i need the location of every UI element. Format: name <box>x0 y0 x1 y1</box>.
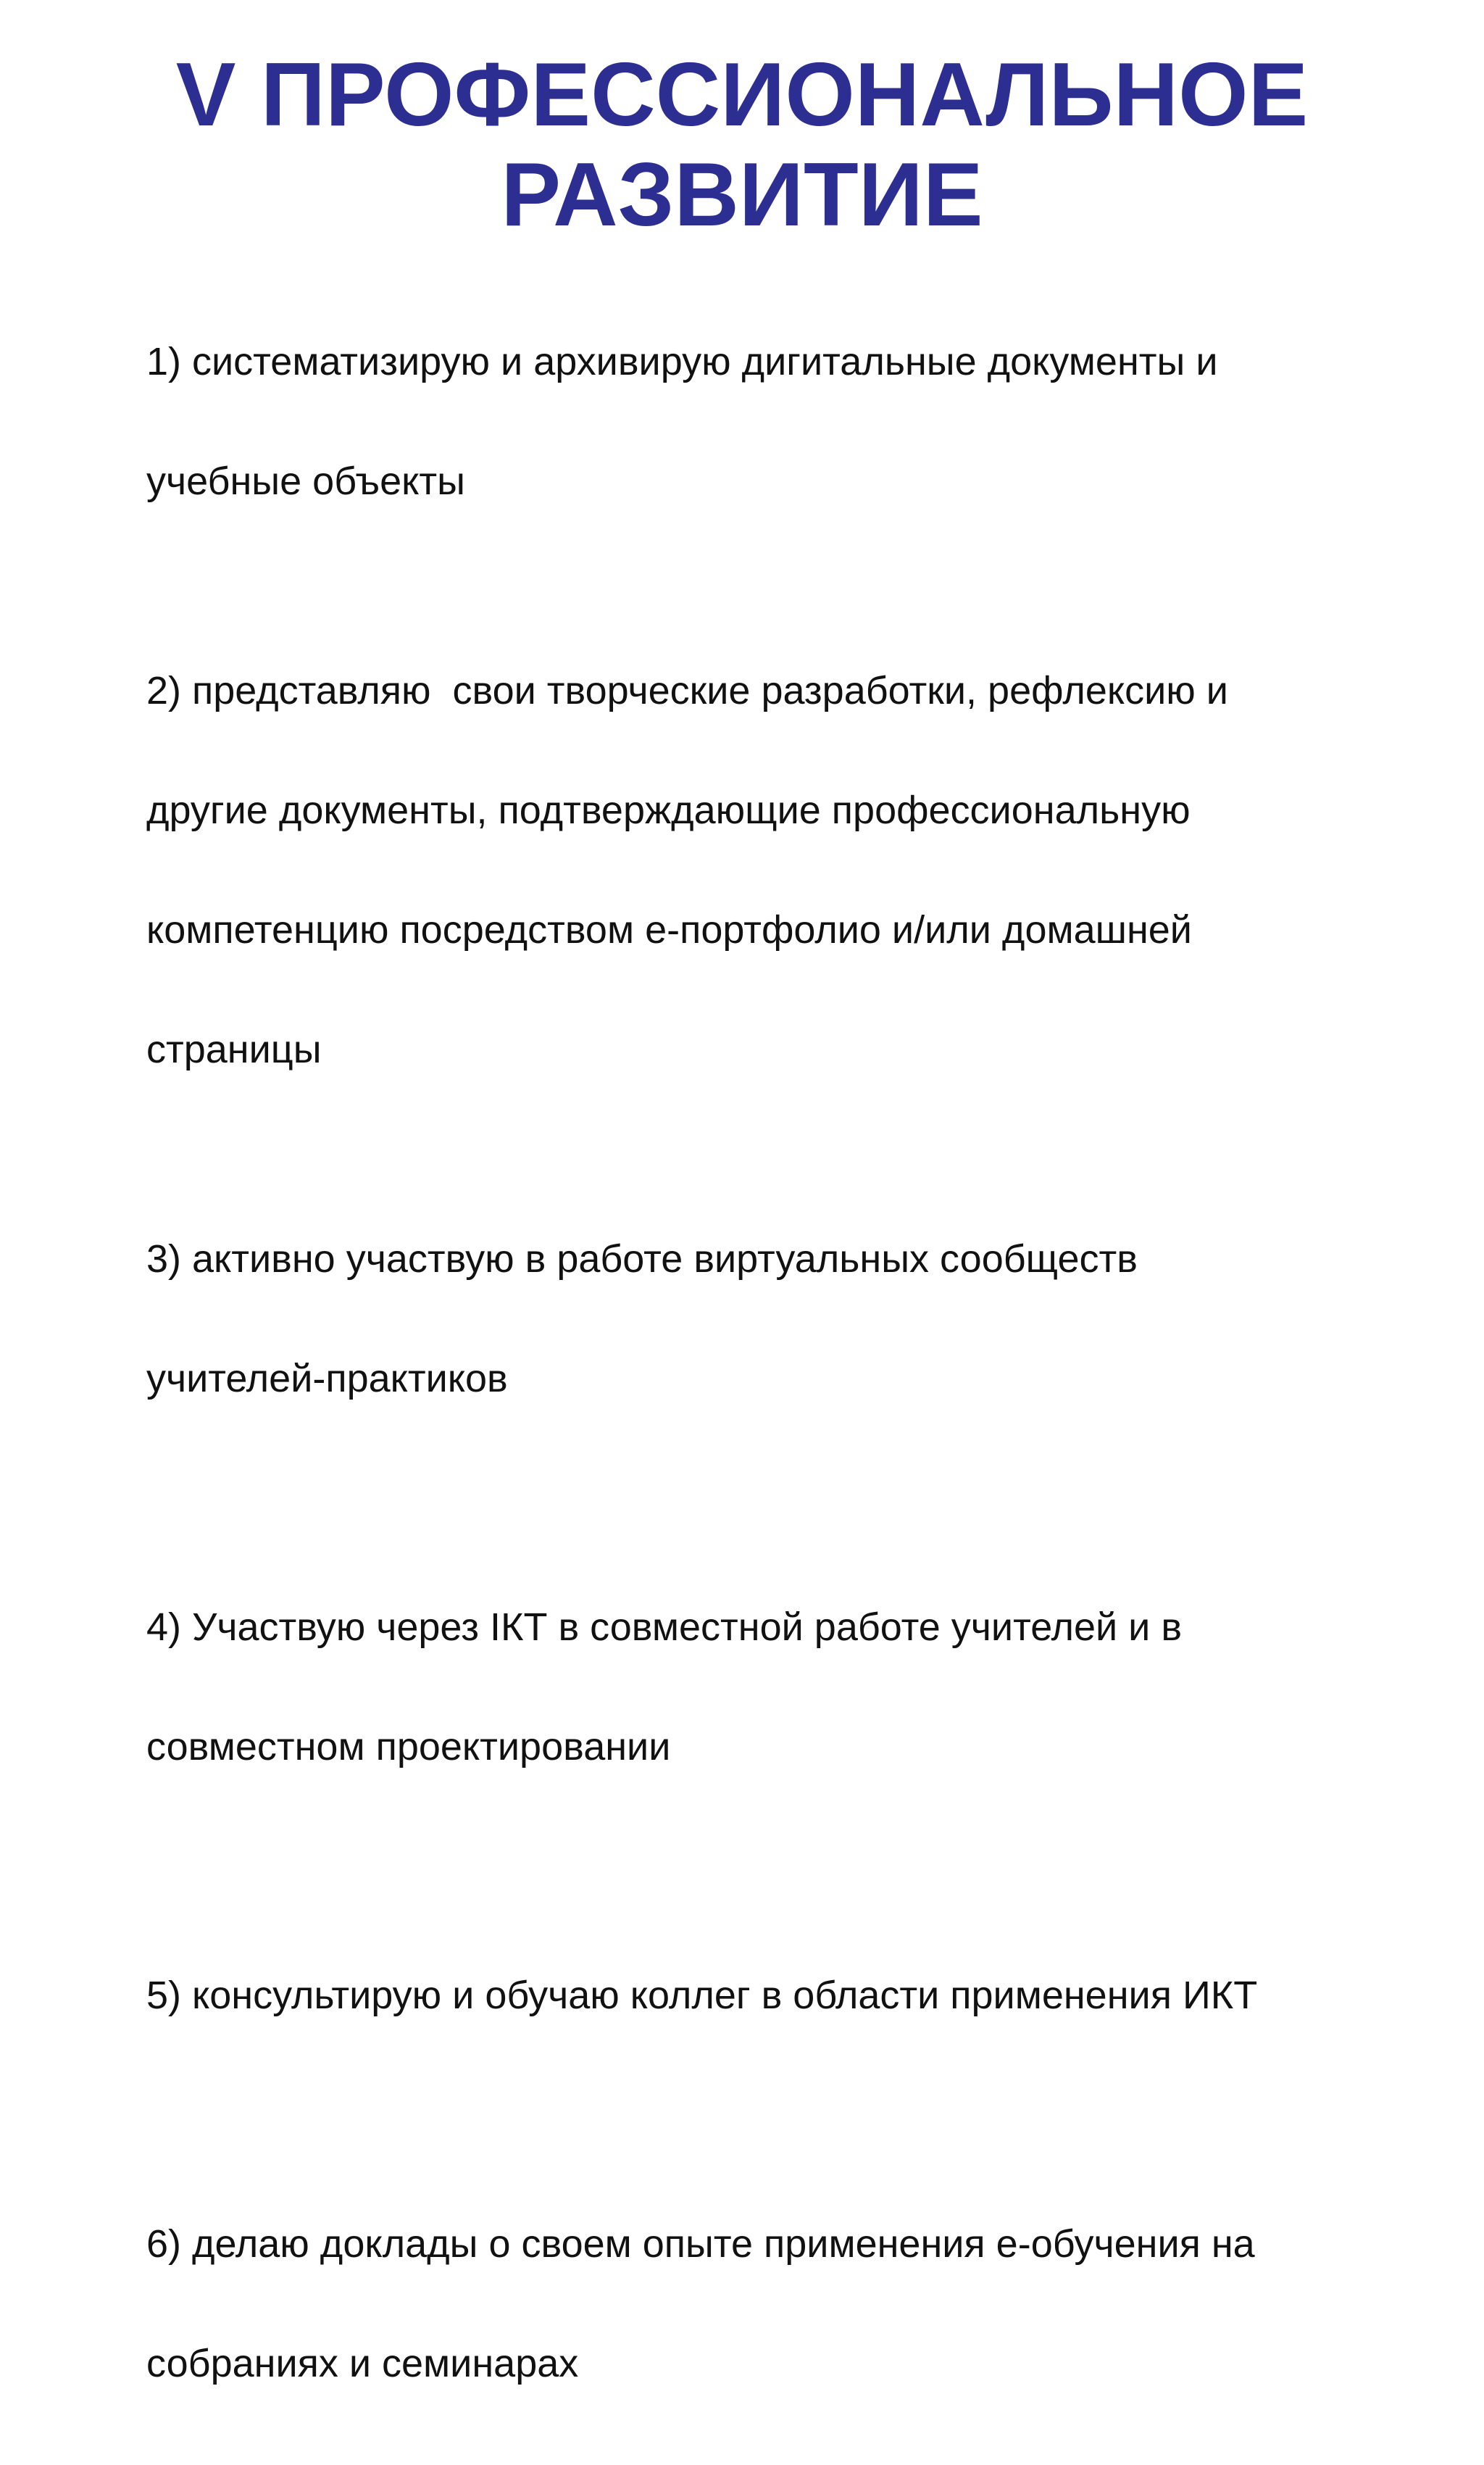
list-item-2 <box>146 591 1349 1150</box>
list-item-6-line-2: собраниях и семинарах <box>146 2342 579 2385</box>
slide-title-line-2: РАЗВИТИЕ <box>501 145 983 245</box>
list-item-6-line-1: 6) делаю доклады о своем опыте применения е-обучения на <box>146 2222 1255 2266</box>
slide-title-line-1: V ПРОФЕССИОНАЛЬНОЕ <box>175 45 1309 145</box>
list-item-3-line-2: учителей-практиков <box>146 1357 508 1400</box>
list-item-6 <box>146 2145 1349 2464</box>
list-item-5 <box>146 1896 1349 2095</box>
spacer <box>146 1479 1349 1528</box>
spacer <box>146 1150 1349 1160</box>
spacer <box>146 2095 1349 2145</box>
list-item-4-line-1: 4) Участвую через IКТ в совместной работе учителей и в <box>146 1605 1183 1649</box>
list-item-2-line-4: страницы <box>146 1028 322 1071</box>
spacer <box>146 581 1349 591</box>
list-item-2-line-3: компетенцию посредством е-портфолио и/или домашней <box>146 908 1192 952</box>
list-item-1-line-2: учебные объекты <box>146 460 465 503</box>
list-item-3-line-1: 3) активно участвую в работе виртуальных сообществ <box>146 1237 1138 1281</box>
bullet-list <box>146 262 1349 2464</box>
list-item-1-line-1: 1) систематизирую и архивирую дигитальные документы и <box>146 340 1218 383</box>
list-item-4-line-2: совместном проектировании <box>146 1725 671 1768</box>
list-item-2-line-2: другие документы, подтверждающие профессиональную <box>146 789 1191 832</box>
list-item-2-line-1: 2) представляю свои творческие разработки, рефлексию и <box>146 669 1228 712</box>
list-item-3 <box>146 1160 1349 1479</box>
slide-title <box>0 45 1484 245</box>
list-item-4 <box>146 1528 1349 1847</box>
spacer <box>146 1847 1349 1896</box>
list-item-5-line-1: 5) консультирую и обучаю коллег в области применения ИКТ <box>146 1974 1258 2017</box>
list-item-1 <box>146 262 1349 581</box>
